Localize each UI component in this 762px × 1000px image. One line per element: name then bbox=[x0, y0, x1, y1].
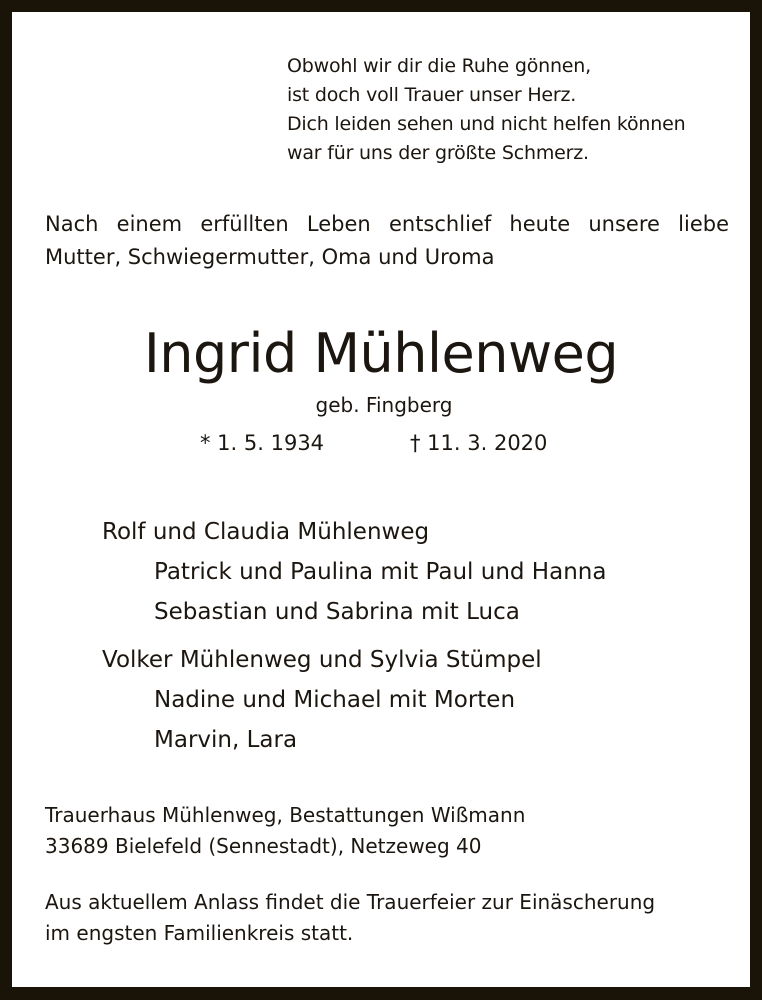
mourning-address bbox=[45, 800, 525, 862]
intro-text bbox=[45, 208, 729, 274]
family-member: Sebastian und Sabrina mit Luca bbox=[154, 599, 520, 625]
family-member: Nadine und Michael mit Morten bbox=[154, 687, 516, 713]
family-member: Marvin, Lara bbox=[154, 727, 298, 753]
family-list bbox=[102, 512, 606, 760]
poem bbox=[287, 52, 685, 168]
birth-date: * 1. 5. 1934 bbox=[200, 431, 325, 455]
family-head: Rolf und Claudia Mühlenweg bbox=[102, 519, 430, 545]
family-member: Patrick und Paulina mit Paul und Hanna bbox=[154, 559, 607, 585]
poem-line: Dich leiden sehen und nicht helfen können bbox=[287, 113, 686, 135]
maiden-name: geb. Fingberg bbox=[315, 393, 453, 417]
address-line: Trauerhaus Mühlenweg, Bestattungen Wißmann bbox=[45, 803, 526, 827]
deceased-name: Ingrid Mühlenweg bbox=[143, 322, 619, 385]
note-line: im engsten Familienkreis statt. bbox=[45, 921, 354, 945]
family-head: Volker Mühlenweg und Sylvia Stümpel bbox=[102, 647, 542, 673]
family-group bbox=[102, 640, 606, 760]
poem-line: ist doch voll Trauer unser Herz. bbox=[287, 84, 577, 106]
funeral-note bbox=[45, 887, 655, 949]
family-group bbox=[102, 512, 606, 632]
poem-line: war für uns der größte Schmerz. bbox=[287, 142, 589, 164]
intro-line: Nach einem erfüllten Leben entschlief heute unsere liebe bbox=[45, 212, 729, 236]
life-dates bbox=[200, 428, 547, 458]
death-date: † 11. 3. 2020 bbox=[410, 431, 548, 455]
intro-line: Mutter, Schwiegermutter, Oma und Uroma bbox=[45, 245, 495, 269]
note-line: Aus aktuellem Anlass findet die Trauerfeier zur Einäscherung bbox=[45, 890, 656, 914]
poem-line: Obwohl wir dir die Ruhe gönnen, bbox=[287, 55, 591, 77]
address-line: 33689 Bielefeld (Sennestadt), Netzeweg 40 bbox=[45, 834, 482, 858]
